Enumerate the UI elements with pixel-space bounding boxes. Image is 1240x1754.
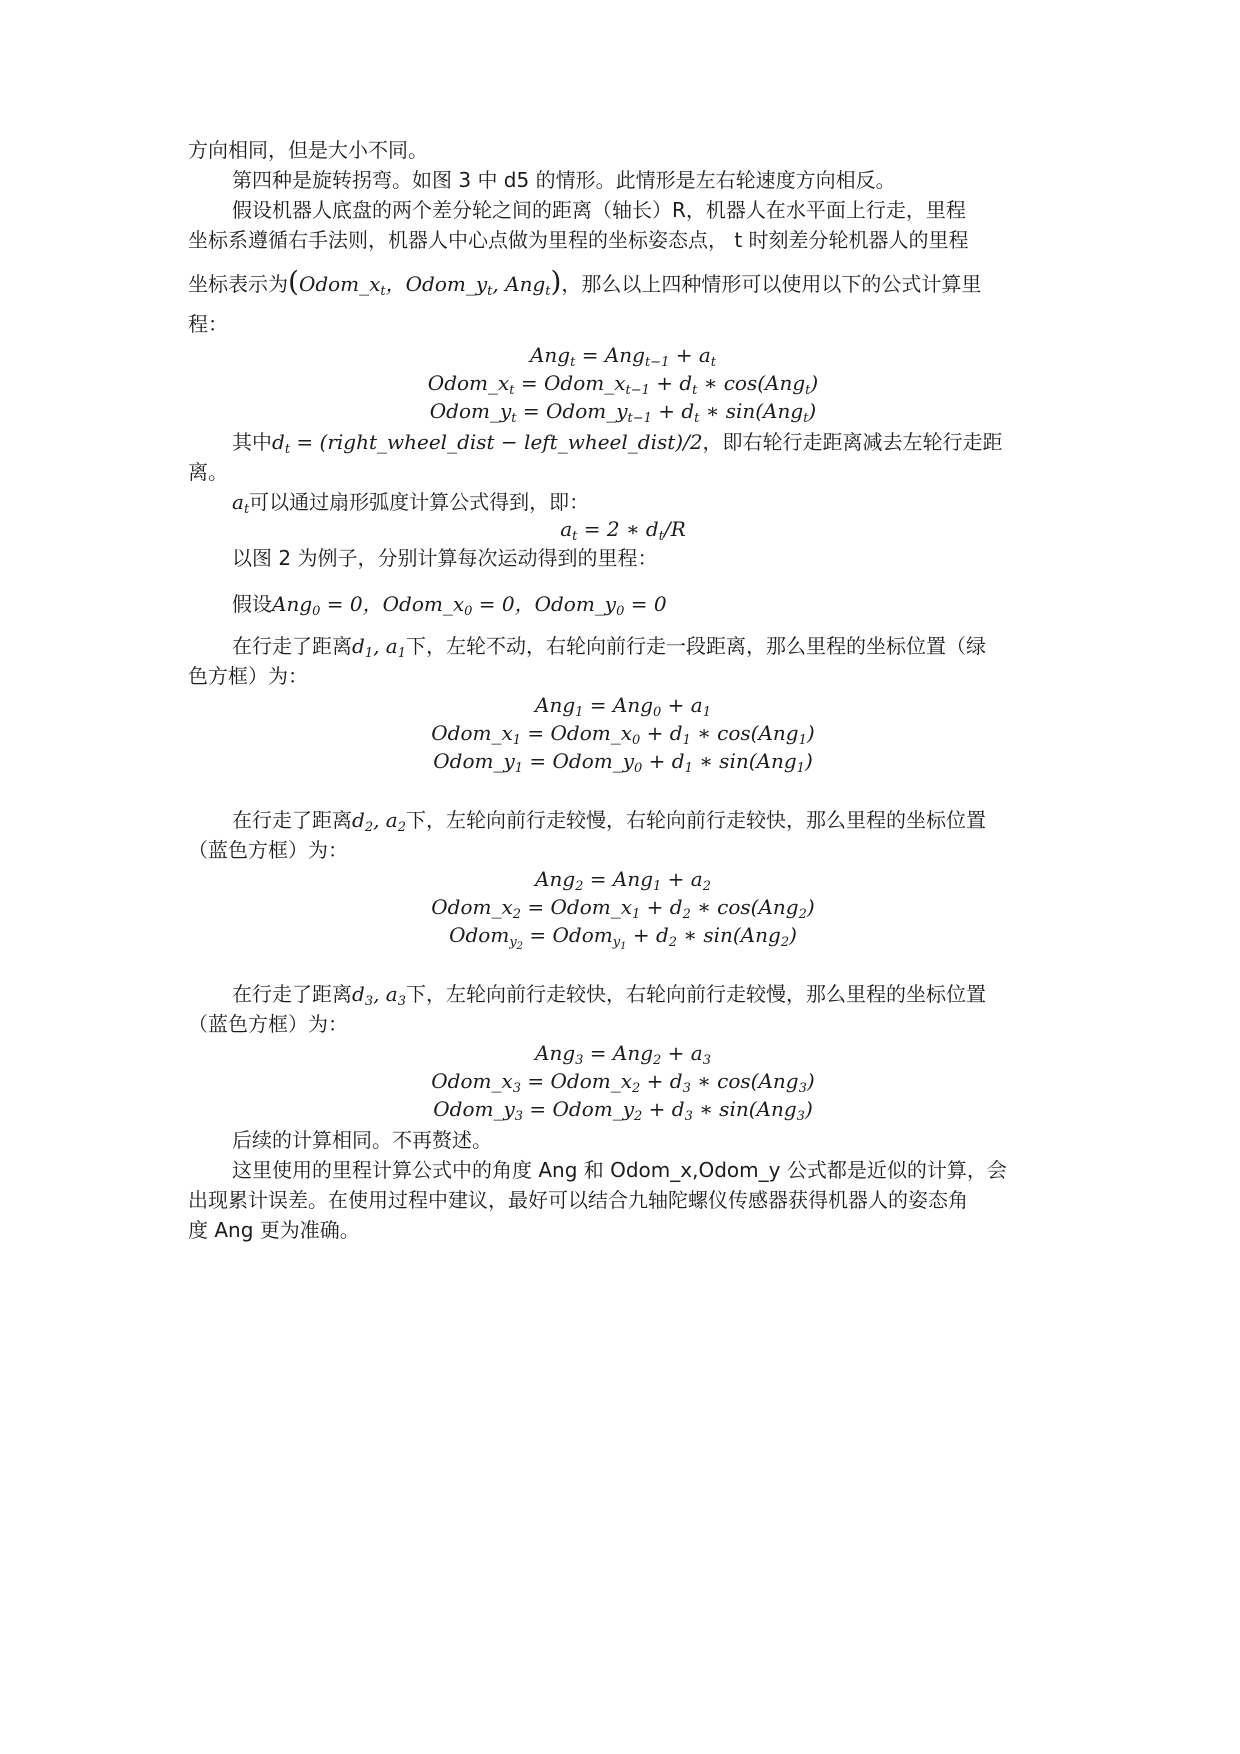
paragraph-dt-definition-end: 离。 <box>188 460 228 484</box>
paragraph-note-line-1: 这里使用的里程计算公式中的角度 Ang 和 Odom_x,Odom_y 公式都是近似的计算，会 <box>232 1158 1007 1182</box>
text-segment: 在行走了距离 <box>232 808 352 832</box>
odom-tuple-formula: ($Odom\_x_t$，$Odom\_y_t$, Ang$_t$) <box>288 265 562 299</box>
text-segment: 可以通过扇形弧度计算公式得到，即： <box>249 490 590 514</box>
paragraph-dt-definition <box>232 426 1102 458</box>
initial-values-formula: Ang$_0$ = 0，$Odom\_x_0 = 0$，$Odom\_y_0 = 0$ <box>272 592 667 619</box>
at-symbol: $a_t$ <box>232 490 250 517</box>
equation-at: $a_t = 2$ ∗ $d_t/R$ <box>560 517 686 544</box>
text-segment: 下，左轮向前行走较快，右轮向前行走较慢，那么里程的坐标位置 <box>406 982 987 1006</box>
paragraph-note-line-3: 度 Ang 更为准确。 <box>188 1218 360 1242</box>
text-segment: 在行走了距离 <box>232 982 352 1006</box>
paragraph-step-2 <box>232 804 1102 836</box>
equation-ang-t: $Ang_t = Ang_{t-1} + a_t$ <box>529 343 716 370</box>
equation-odom-x-3: $Odom\_x_3$ = $Odom\_x_2 + d_3$ ∗ cos(Ang$_3$) <box>431 1069 815 1096</box>
paragraph-step-1-end: 色方框）为： <box>188 664 308 688</box>
text-segment: 在行走了距离 <box>232 634 352 658</box>
paragraph-direction-same: 方向相同，但是大小不同。 <box>188 138 428 162</box>
paragraph-step-3 <box>232 978 1102 1010</box>
paragraph-step-3-end: （蓝色方框）为： <box>188 1012 348 1036</box>
step-2-symbols: $d_2$, $a_2$ <box>352 808 407 835</box>
paragraph-step-1 <box>232 630 1102 662</box>
paragraph-assume-line-4: 程： <box>188 312 228 336</box>
equation-odom-y-1: $Odom\_y_1$ = $Odom\_y_0 + d_1$ ∗ sin(Ang$_1$) <box>433 749 813 776</box>
text-segment: 坐标表示为 <box>188 272 288 296</box>
equation-ang-2: $Ang_2 = Ang_1 + a_2$ <box>535 867 711 894</box>
text-segment: 假设 <box>232 592 272 616</box>
paragraph-step-2-end: （蓝色方框）为： <box>188 838 348 862</box>
step-3-symbols: $d_3$, $a_3$ <box>352 982 407 1009</box>
text-segment: 下，左轮不动，右轮向前行走一段距离，那么里程的坐标位置（绿 <box>406 634 987 658</box>
dt-formula: $d_t$ = (right_wheel_dist − left_wheel_dist)/2 <box>272 430 703 457</box>
text-segment: ，即右轮行走距离减去左轮行走距 <box>702 430 1003 454</box>
text-segment: ，那么以上四种情形可以使用以下的公式计算里 <box>561 272 982 296</box>
paragraph-note-line-2: 出现累计误差。在使用过程中建议，最好可以结合九轴陀螺仪传感器获得机器人的姿态角 <box>188 1188 968 1212</box>
paragraph-assume-line-1: 假设机器人底盘的两个差分轮之间的距离（轴长）R，机器人在水平面上行走，里程 <box>232 198 966 222</box>
paragraph-fourth-case: 第四种是旋转拐弯。如图 3 中 d5 的情形。此情形是左右轮速度方向相反。 <box>232 168 896 192</box>
text-segment: 其中 <box>232 430 272 454</box>
equation-odom-y-3: $Odom\_y_3$ = $Odom\_y_2 + d_3$ ∗ sin(Ang$_3$) <box>433 1097 813 1124</box>
paragraph-initial-values <box>232 588 1102 620</box>
equation-odom-y-t: $Odom\_y_t$ = $Odom\_y_{t-1} + d_t$ ∗ sin(Ang$_t$) <box>429 399 817 426</box>
paragraph-assume-line-3 <box>188 266 1058 300</box>
equation-ang-3: $Ang_3 = Ang_2 + a_3$ <box>535 1041 711 1068</box>
paragraph-example-intro: 以图 2 为例子，分别计算每次运动得到的里程： <box>232 546 658 570</box>
step-1-symbols: $d_1$, $a_1$ <box>352 634 407 661</box>
equation-odom-x-t: $Odom\_x_t$ = $Odom\_x_{t-1} + d_t$ ∗ cos(Ang$_t$) <box>427 371 819 398</box>
paragraph-assume-line-2: 坐标系遵循右手法则，机器人中心点做为里程的坐标姿态点， t 时刻差分轮机器人的里程 <box>188 228 969 252</box>
equation-odom-y-2: Odom$_{y_2}$ = Odom$_{y_1}$ + $d_2$ ∗ sin(Ang$_2$) <box>449 923 797 952</box>
equation-odom-x-2: $Odom\_x_2$ = $Odom\_x_1 + d_2$ ∗ cos(Ang$_2$) <box>431 895 815 922</box>
text-segment: 下，左轮向前行走较慢，右轮向前行走较快，那么里程的坐标位置 <box>406 808 987 832</box>
equation-odom-x-1: $Odom\_x_1$ = $Odom\_x_0 + d_1$ ∗ cos(Ang$_1$) <box>431 721 815 748</box>
paragraph-subsequent: 后续的计算相同。不再赘述。 <box>232 1128 492 1152</box>
equation-ang-1: $Ang_1 = Ang_0 + a_1$ <box>535 693 711 720</box>
